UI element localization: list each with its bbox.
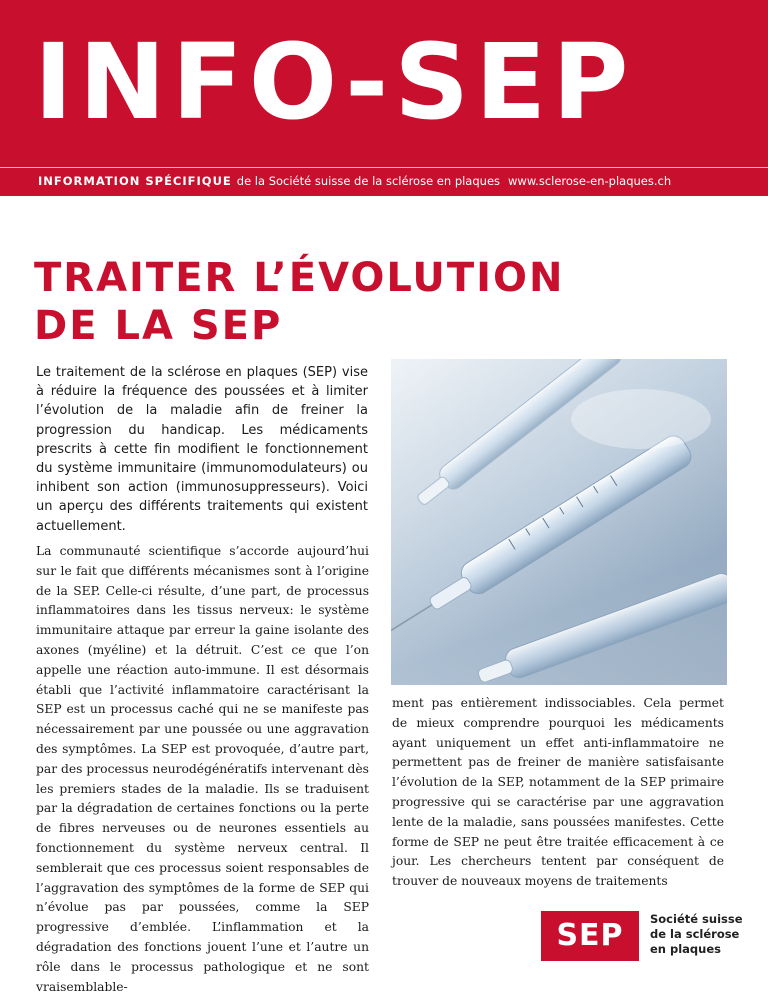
article-title [34, 254, 565, 350]
article-title-line-2: DE LA SEP [34, 303, 283, 349]
tagline-text: de la Société suisse de la sclérose en plaques [236, 174, 501, 188]
header-banner [0, 0, 768, 196]
banner-divider [0, 167, 768, 168]
lead-paragraph: Le traitement de la sclérose en plaques (SEP) vise à réduire la fréquence des poussées et à limiter l’évolution de la maladie afin de freiner la progression du handicap. Les médicaments prescrits à cette fin modifient le fonctionnement du système immunitaire (immunomodulateurs) ou inhibent son action (immunosuppresseurs). Voici un aperçu des différents traitements qui existent actuellement. [36, 365, 368, 534]
banner-tagline [38, 174, 671, 188]
publication-title: INFO-SEP [34, 21, 635, 143]
syringe-photo [391, 359, 727, 685]
article-title-line-1: TRAITER L’ÉVOLUTION [34, 255, 565, 301]
tagline-strong: INFORMATION SPÉCIFIQUE [38, 174, 232, 188]
website-link[interactable]: www.sclerose-en-plaques.ch [508, 174, 672, 188]
org-name-line-3: en plaques [650, 942, 721, 956]
org-name-line-1: Société suisse [650, 912, 743, 926]
body-column-1: La communauté scientifique s’accorde aujourd’hui sur le fait que différents mécanismes sont à l’origine de la SEP. Celle-ci résulte, d’une part, de processus inflammatoires dans les tissus nerveux: le système immunitaire attaque par erreur la gaine isolante des axones (myéline) et la détruit. C’est ce que l’on appelle une réaction auto-immune. Il est désormais établi que l’activité inflammatoire caractérisant la SEP est un processus caché qui ne se manifeste pas nécessairement par une poussée ou une aggravation des symptômes. La SEP est provoquée, d’autre part, par des processus neurodégénératifs intervenant dès les premiers stades de la maladie. Ils se traduisent par la dégradation de certaines fonctions ou la perte de fibres nerveuses ou de neurones essentiels au fonctionnement du système nerveux central. Il semblerait que ces processus soient responsables de l’aggravation des symptômes de la forme de SEP qui n’évolue pas par poussées, comme la SEP progressive d’emblée. L’inflammation et la dégradation des fonctions jouent l’une et l’autre un rôle dans le processus pathologique et ne sont vraisemblable- [36, 544, 369, 994]
organization-name [650, 912, 743, 957]
org-name-line-2: de la sclérose [650, 927, 740, 941]
body-column-2: ment pas entièrement indissociables. Cela permet de mieux comprendre pourquoi les médicaments ayant uniquement un effet anti-inflammatoire ne permettent pas de freiner de manière satisfaisante l’évolution de la SEP, notamment de la SEP primaire progressive qui se caractérise par une aggravation lente de la maladie, sans poussées manifestes. Cette forme de SEP ne peut être traitée efficacement à ce jour. Les chercheurs tentent par conséquent de trouver de nouveaux moyens de traitements [392, 696, 724, 889]
syringe-illustration [391, 359, 727, 685]
sep-logo: SEP [541, 911, 639, 961]
